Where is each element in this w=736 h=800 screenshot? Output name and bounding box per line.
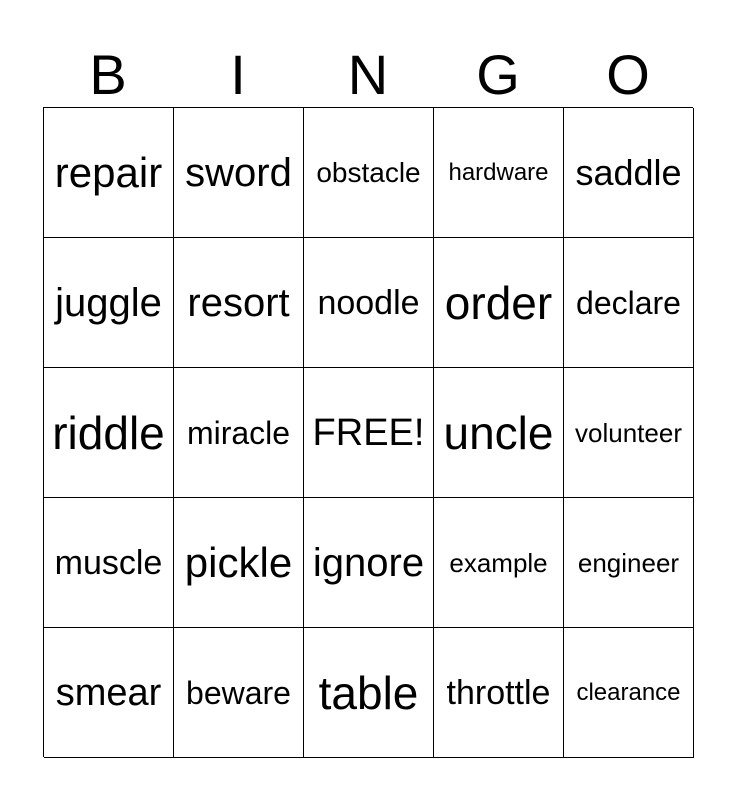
bingo-cell[interactable]: pickle (174, 498, 304, 628)
bingo-cell[interactable]: riddle (44, 368, 174, 498)
header-letter-n: N (347, 43, 389, 106)
bingo-cell[interactable]: juggle (44, 238, 174, 368)
bingo-cell[interactable]: repair (44, 108, 174, 238)
bingo-cell[interactable]: order (434, 238, 564, 368)
bingo-cell[interactable]: volunteer (564, 368, 694, 498)
bingo-cell[interactable]: muscle (44, 498, 174, 628)
bingo-cell[interactable]: example (434, 498, 564, 628)
bingo-cell[interactable]: declare (564, 238, 694, 368)
bingo-cell[interactable]: beware (174, 628, 304, 758)
bingo-cell[interactable]: sword (174, 108, 304, 238)
bingo-cell[interactable]: obstacle (304, 108, 434, 238)
bingo-cell[interactable]: throttle (434, 628, 564, 758)
bingo-cell[interactable]: uncle (434, 368, 564, 498)
header-letter-g: G (476, 43, 520, 106)
bingo-cell[interactable]: miracle (174, 368, 304, 498)
bingo-cell[interactable]: noodle (304, 238, 434, 368)
header-letter-i: I (230, 43, 246, 106)
bingo-cell[interactable]: saddle (564, 108, 694, 238)
bingo-header (43, 42, 693, 108)
header-letter-o: O (606, 43, 650, 106)
bingo-cell free-space[interactable]: FREE! (304, 368, 434, 498)
bingo-cell[interactable]: hardware (434, 108, 564, 238)
bingo-cell[interactable]: table (304, 628, 434, 758)
bingo-board (43, 107, 693, 757)
bingo-cell[interactable]: smear (44, 628, 174, 758)
bingo-cell[interactable]: resort (174, 238, 304, 368)
bingo-cell[interactable]: clearance (564, 628, 694, 758)
header-letter-b: B (89, 43, 127, 106)
bingo-cell[interactable]: engineer (564, 498, 694, 628)
bingo-cell[interactable]: ignore (304, 498, 434, 628)
